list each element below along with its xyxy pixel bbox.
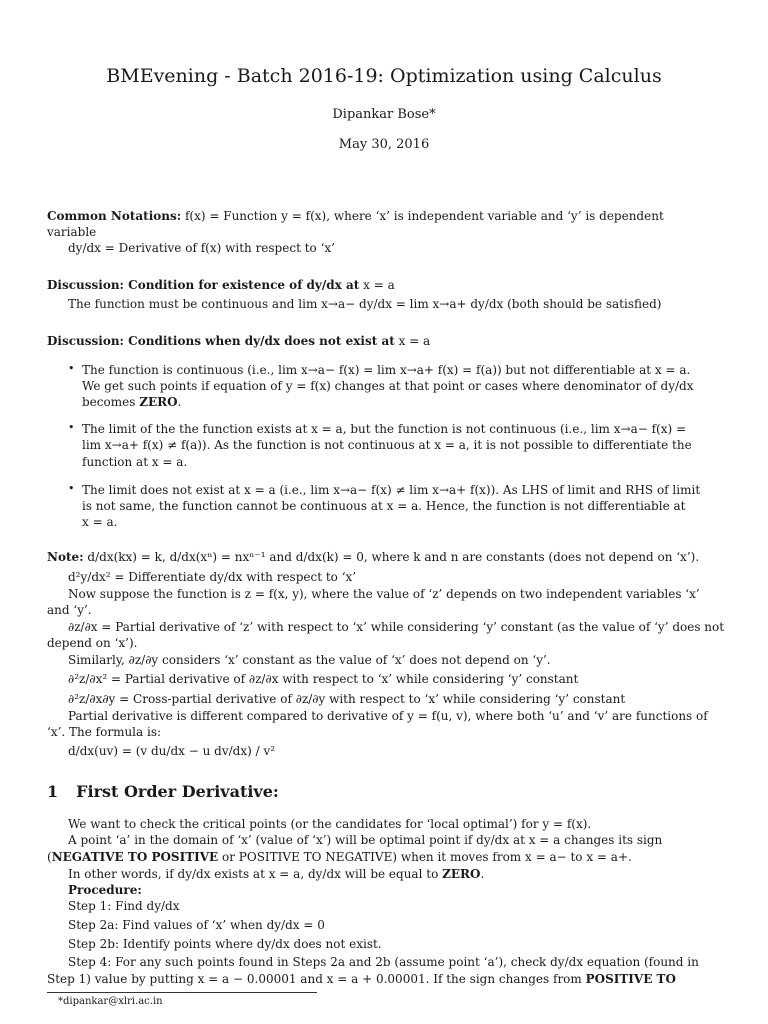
text-line bbox=[47, 724, 161, 740]
line-text: ∂²z/∂x² = Partial derivative of ∂z/∂x with respect to ‘x’ while considering ‘y’ constant bbox=[68, 672, 579, 686]
line-tail: . bbox=[480, 867, 485, 881]
text-line bbox=[68, 296, 661, 312]
line-text: x = a bbox=[394, 334, 431, 348]
line-text: f(x) = Function y = f(x), where ‘x’ is independent variable and ‘y’ is dependent bbox=[181, 209, 664, 223]
line-text: Step 2a: Find values of ‘x’ when dy/dx = 0 bbox=[68, 918, 325, 932]
line-text: x = a. bbox=[82, 515, 118, 529]
text-line bbox=[47, 635, 137, 651]
bold-label: Common Notations: bbox=[47, 209, 182, 223]
bold-label: Procedure: bbox=[68, 883, 142, 897]
bold-label: Note: bbox=[47, 550, 84, 564]
text-line bbox=[47, 277, 395, 293]
line-text: ( bbox=[47, 850, 52, 864]
line-text: x = a bbox=[359, 278, 395, 292]
text-line bbox=[47, 971, 676, 987]
bold-emphasis: NEGATIVE TO POSITIVE bbox=[51, 850, 219, 864]
line-text: The function must be continuous and lim x→a− dy/dx = lim x→a+ dy/dx (both should be satisfied) bbox=[68, 297, 662, 311]
text-line bbox=[47, 849, 632, 865]
text-line bbox=[47, 208, 664, 224]
line-text: depend on ‘x’). bbox=[47, 636, 138, 650]
text-line bbox=[68, 569, 356, 585]
footnote: *dipankar@xlri.ac.in bbox=[58, 996, 163, 1007]
section-heading bbox=[47, 782, 279, 801]
line-text: function at x = a. bbox=[82, 455, 188, 469]
line-text: lim x→a+ f(x) ≠ f(a)). As the function is not continuous at x = a, it is not possible to differentiate the bbox=[82, 438, 692, 452]
line-text: ∂z/∂x = Partial derivative of ‘z’ with respect to ‘x’ while considering ‘y’ constant (as the value of ‘y’ does not bbox=[68, 620, 725, 634]
text-line bbox=[47, 602, 92, 618]
line-text: The limit does not exist at x = a (i.e., lim x→a− f(x) ≠ lim x→a+ f(x)). As LHS of limit and RHS of limit bbox=[82, 483, 701, 497]
line-text: is not same, the function cannot be continuous at x = a. Hence, the function is not differentiable at bbox=[82, 499, 686, 513]
text-line bbox=[82, 514, 117, 530]
text-line bbox=[47, 333, 430, 349]
line-text: We get such points if equation of y = f(x) changes at that point or cases where denominator of dy/dx bbox=[82, 379, 694, 393]
text-line bbox=[68, 917, 325, 933]
bullet-point: • bbox=[68, 362, 75, 375]
footnote-rule bbox=[47, 992, 317, 993]
line-text: variable bbox=[47, 225, 97, 239]
line-text: dy/dx = Derivative of f(x) with respect to ‘x’ bbox=[68, 241, 335, 255]
line-tail: or POSITIVE TO NEGATIVE) when it moves from x = a− to x = a+. bbox=[218, 850, 632, 864]
paper-title: BMEvening - Batch 2016-19: Optimization using Calculus bbox=[106, 65, 662, 87]
line-text: Similarly, ∂z/∂y considers ‘x’ constant as the value of ‘x’ does not depend on ‘y’. bbox=[68, 653, 551, 667]
bold-label: Discussion: Conditions when dy/dx does not exist at bbox=[47, 334, 395, 348]
bullet-point: • bbox=[68, 482, 75, 495]
line-text: d/dx(kx) = k, d/dx(xⁿ) = nxⁿ⁻¹ and d/dx(k) = 0, where k and n are constants (does not depend on ‘x’). bbox=[83, 550, 700, 564]
bold-emphasis: ZERO bbox=[442, 867, 481, 881]
text-line bbox=[68, 866, 484, 882]
text-line bbox=[82, 394, 181, 410]
text-line bbox=[82, 482, 700, 498]
line-text: In other words, if dy/dx exists at x = a, dy/dx will be equal to bbox=[68, 867, 443, 881]
bold-emphasis: POSITIVE TO bbox=[585, 972, 676, 986]
bullet-point: • bbox=[68, 421, 75, 434]
line-text: and ‘y’. bbox=[47, 603, 92, 617]
text-line bbox=[68, 619, 724, 635]
line-text: Step 4: For any such points found in Steps 2a and 2b (assume point ‘a’), check dy/dx equation (found in bbox=[68, 955, 699, 969]
text-line bbox=[68, 691, 625, 707]
line-text: becomes bbox=[82, 395, 140, 409]
bold-emphasis: ZERO bbox=[139, 395, 178, 409]
bold-label: Discussion: Condition for existence of dy/dx at bbox=[47, 278, 360, 292]
line-text: A point ‘a’ in the domain of ‘x’ (value of ‘x’) will be optimal point if dy/dx at x = a changes its sign bbox=[68, 833, 663, 847]
line-text: Step 1: Find dy/dx bbox=[68, 899, 180, 913]
text-line bbox=[68, 240, 335, 256]
text-line bbox=[82, 498, 685, 514]
line-text: We want to check the critical points (or the candidates for ‘local optimal’) for y = f(x). bbox=[68, 817, 592, 831]
text-line bbox=[68, 882, 142, 898]
paper-author: Dipankar Bose* bbox=[332, 107, 436, 122]
text-line bbox=[82, 421, 686, 437]
line-text: Step 1) value by putting x = a − 0.00001 and x = a + 0.00001. If the sign changes from bbox=[47, 972, 586, 986]
text-line bbox=[68, 898, 179, 914]
line-text: d²y/dx² = Differentiate dy/dx with respect to ‘x’ bbox=[68, 570, 357, 584]
text-line bbox=[82, 378, 693, 394]
text-line bbox=[68, 708, 708, 724]
text-line bbox=[68, 936, 382, 952]
line-text: d/dx(uv) = (v du/dx − u dv/dx) / v² bbox=[68, 744, 276, 758]
section-number: 1 bbox=[47, 782, 59, 801]
text-line bbox=[82, 437, 692, 453]
text-line bbox=[68, 954, 699, 970]
text-line bbox=[47, 549, 699, 565]
paper-date: May 30, 2016 bbox=[338, 137, 430, 152]
line-text: Partial derivative is different compared to derivative of y = f(u, v), where both ‘u’ and ‘v’ are functions of bbox=[68, 709, 708, 723]
line-text: ‘x’. The formula is: bbox=[47, 725, 162, 739]
text-line bbox=[68, 816, 591, 832]
line-text: ∂²z/∂x∂y = Cross-partial derivative of ∂z/∂y with respect to ‘x’ while considering ‘y’ constant bbox=[68, 692, 626, 706]
text-line bbox=[68, 586, 700, 602]
line-text: The limit of the the function exists at x = a, but the function is not continuous (i.e., lim x→a− f(x) = bbox=[82, 422, 687, 436]
text-line bbox=[47, 224, 96, 240]
text-line bbox=[68, 832, 662, 848]
text-line bbox=[68, 652, 551, 668]
text-line bbox=[82, 454, 187, 470]
line-text: Now suppose the function is z = f(x, y), where the value of ‘z’ depends on two independent variables ‘x’ bbox=[68, 587, 700, 601]
text-line bbox=[68, 743, 275, 759]
line-tail: . bbox=[177, 395, 182, 409]
line-text: Step 2b: Identify points where dy/dx does not exist. bbox=[68, 937, 382, 951]
section-title: First Order Derivative: bbox=[76, 782, 279, 801]
line-text: The function is continuous (i.e., lim x→a− f(x) = lim x→a+ f(x) = f(a)) but not differentiable at x = a. bbox=[82, 363, 691, 377]
text-line bbox=[82, 362, 690, 378]
text-line bbox=[68, 671, 578, 687]
